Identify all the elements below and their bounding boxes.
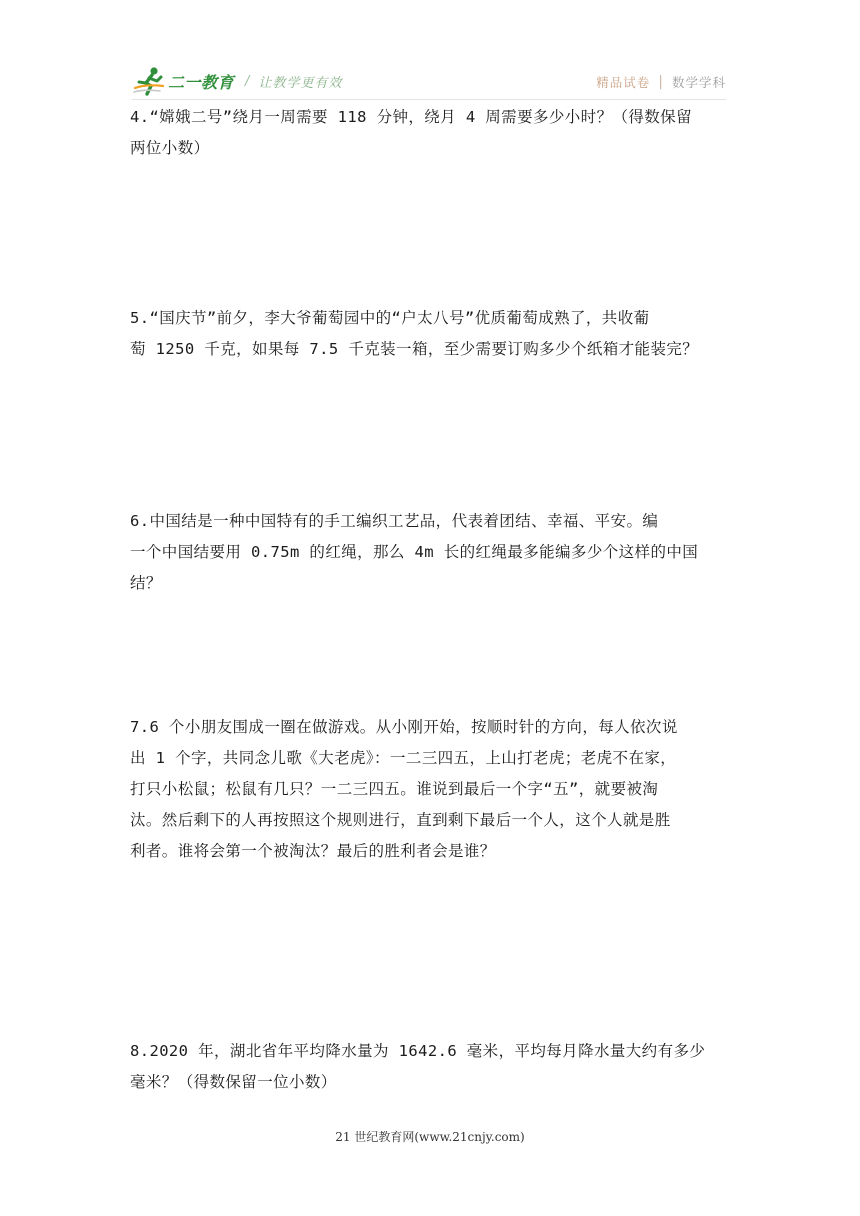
question-line: 4.“嫦娥二号”绕月一周需要 118 分钟，绕月 4 周需要多少小时？（得数保留: [130, 108, 692, 126]
running-person-icon: [132, 66, 166, 96]
page-footer: 21 世纪教育网(www.21cnjy.com): [335, 1130, 525, 1144]
brand-slogan: 让教学更有效: [258, 75, 343, 91]
question-line: 8.2020 年，湖北省年平均降水量为 1642.6 毫米，平均每月降水量大约有多少: [130, 1042, 706, 1060]
page-header: [132, 64, 726, 100]
question-line: 打只小松鼠；松鼠有几只？一二三四五。谁说到最后一个字“五”，就要被淘: [130, 780, 659, 798]
brand-name: 二一教育: [168, 72, 235, 92]
header-rule: [132, 99, 726, 100]
question-line: 利者。谁将会第一个被淘汰？最后的胜利者会是谁？: [130, 842, 496, 860]
subject-label: 数学学科: [671, 75, 726, 90]
question-8: [130, 1036, 730, 1098]
question-line: 一个中国结要用 0.75m 的红绳，那么 4m 长的红绳最多能编多少个这样的中国: [130, 543, 699, 561]
header-divider: |: [658, 74, 664, 90]
question-7: [130, 712, 730, 867]
question-line: 7.6 个小朋友围成一圈在做游戏。从小刚开始，按顺时针的方向，每人依次说: [130, 718, 678, 736]
question-line: 出 1 个字，共同念儿歌《大老虎》：一二三四五，上山打老虎；老虎不在家，: [130, 749, 677, 767]
question-line: 结？: [130, 574, 162, 592]
question-line: 5.“国庆节”前夕，李大爷葡萄园中的“户太八号”优质葡萄成熟了，共收葡: [130, 309, 650, 327]
question-6: [130, 506, 730, 599]
question-line: 6.中国结是一种中国特有的手工编织工艺品，代表着团结、幸福、平安。编: [130, 512, 659, 530]
question-4: [130, 102, 730, 164]
header-tags: [596, 73, 726, 91]
question-line: 两位小数）: [130, 139, 210, 157]
question-line: 毫米？（得数保留一位小数）: [130, 1073, 337, 1091]
question-line: 汰。然后剩下的人再按照这个规则进行，直到剩下最后一个人，这个人就是胜: [130, 811, 671, 829]
brand-logo: [132, 66, 342, 96]
quality-badge: 精品试卷: [596, 75, 651, 90]
question-line: 萄 1250 千克，如果每 7.5 千克装一箱，至少需要订购多少个纸箱才能装完？: [130, 340, 699, 358]
slogan-separator: /: [245, 73, 250, 89]
question-5: [130, 303, 730, 365]
